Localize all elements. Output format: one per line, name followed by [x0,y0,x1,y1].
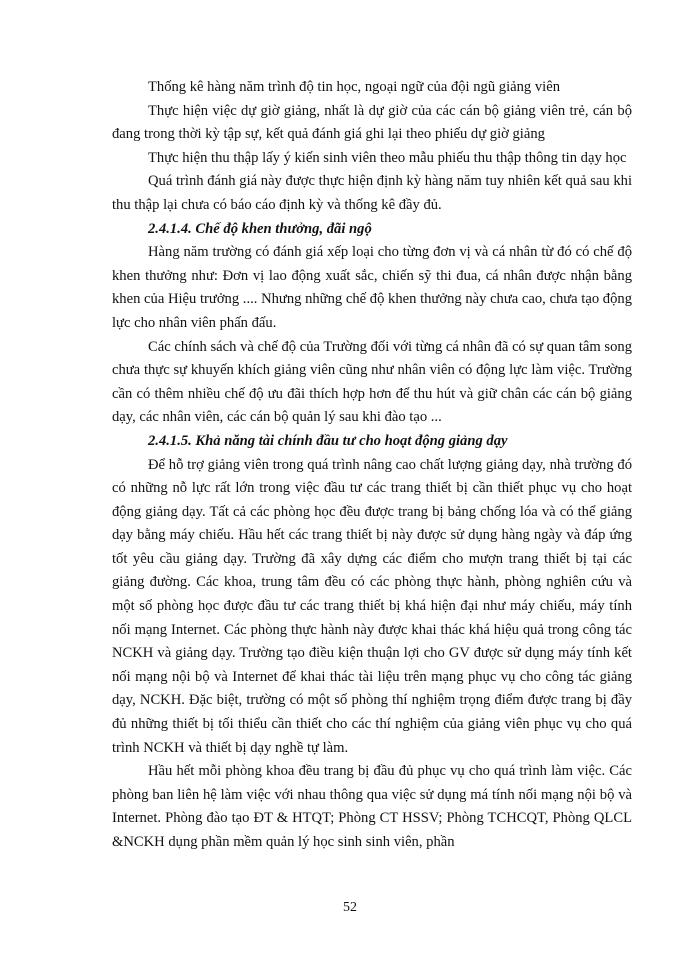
paragraph-class-observation: Thực hiện việc dự giờ giảng, nhất là dự giờ của các cán bộ giảng viên trẻ, cán bộ đang trong thời kỳ tập sự, kết quả đánh giá ghi lại theo phiếu dự giờ giảng [112,102,632,143]
paragraph-statistics: Thống kê hàng năm trình độ tin học, ngoại ngữ của đội ngũ giảng viên [148,79,560,95]
document-body [112,76,632,855]
section-heading-rewards: 2.4.1.4. Chế độ khen thưởng, đãi ngộ [148,220,372,237]
paragraph-rewards: Hàng năm trường có đánh giá xếp loại cho từng đơn vị và cá nhân từ đó có chế độ khen thưởng như: Đơn vị lao động xuất sắc, chiến sỹ thi đua, cá nhân được nhận bằng khen của Hiệu trưởng .... Nhưng những chế độ khen thưởng này chưa cao, chưa tạo động lực cho nhân viên phấn đấu. [112,244,632,331]
paragraph-evaluation-process: Quá trình đánh giá này được thực hiện định kỳ hàng năm tuy nhiên kết quả sau khi thu thập lại chưa có báo cáo định kỳ và thống kê đầy đủ. [112,173,632,213]
paragraph-policies: Các chính sách và chế độ của Trường đối với từng cá nhân đã có sự quan tâm song chưa thực sự khuyến khích giảng viên cũng như nhân viên có động lực làm việc. Trường cần có thêm nhiều chế độ ưu đãi thích hợp hơn để thu hút và giữ chân các cán bộ giảng dạy, các nhân viên, các cán bộ quản lý sau khi đào tạo ... [112,338,632,426]
paragraph-department-network: Hầu hết mỗi phòng khoa đều trang bị đầu đủ phục vụ cho quá trình làm việc. Các phòng ban liên hệ làm việc với nhau thông qua việc sử dụng má tính nối mạng nội bộ và Internet. Phòng đào tạo ĐT & HTQT; Phòng CT HSSV; Phòng TCHCQT, Phòng QLCL &NCKH dụng phần mềm quản lý học sinh sinh viên, phần [112,763,632,850]
paragraph-student-feedback: Thực hiện thu thập lấy ý kiến sinh viên theo mẫu phiếu thu thập thông tin dạy học [148,149,627,166]
paragraph-equipment-investment: Để hỗ trợ giảng viên trong quá trình nâng cao chất lượng giảng dạy, nhà trường đó có những nỗ lực rất lớn trong việc đầu tư các trang thiết bị cần thiết phục vụ cho hoạt động giảng dạy. Tất cả các phòng học đều được trang bị bảng chống lóa và có thể giảng dạy bằng máy chiếu. Hầu hết các trang thiết bị này được sử dụng hàng ngày và đáp ứng tốt yêu cầu giảng dạy. Trường đã xây dựng các điểm cho mượn trang thiết bị tại các giảng đường. Các khoa, trung tâm đều có các phòng thực hành, phòng nghiên cứu và một số phòng học được đầu tư các trang thiết bị khá hiện đại như máy chiếu, máy tính nối mạng Internet. Các phòng thực hành này được khai thác khá hiệu quả trong công tác NCKH và giảng dạy. Trường tạo điều kiện thuận lợi cho GV được sử dụng máy tính kết nối mạng nội bộ và Internet để khai thác tài liệu trên mạng phục vụ cho công tác giảng dạy, NCKH. Đặc biệt, trường có một số phòng thí nghiệm trọng điểm được trang bị đầy đủ những thiết bị tối thiểu cần thiết cho các thí nghiệm của giảng viên phục vụ cho quá trình NCKH và thiết bị dạy nghề tự làm. [112,456,632,756]
section-heading-finance: 2.4.1.5. Khả năng tài chính đầu tư cho hoạt động giảng dạy [148,432,508,449]
page-number: 52 [343,900,357,915]
